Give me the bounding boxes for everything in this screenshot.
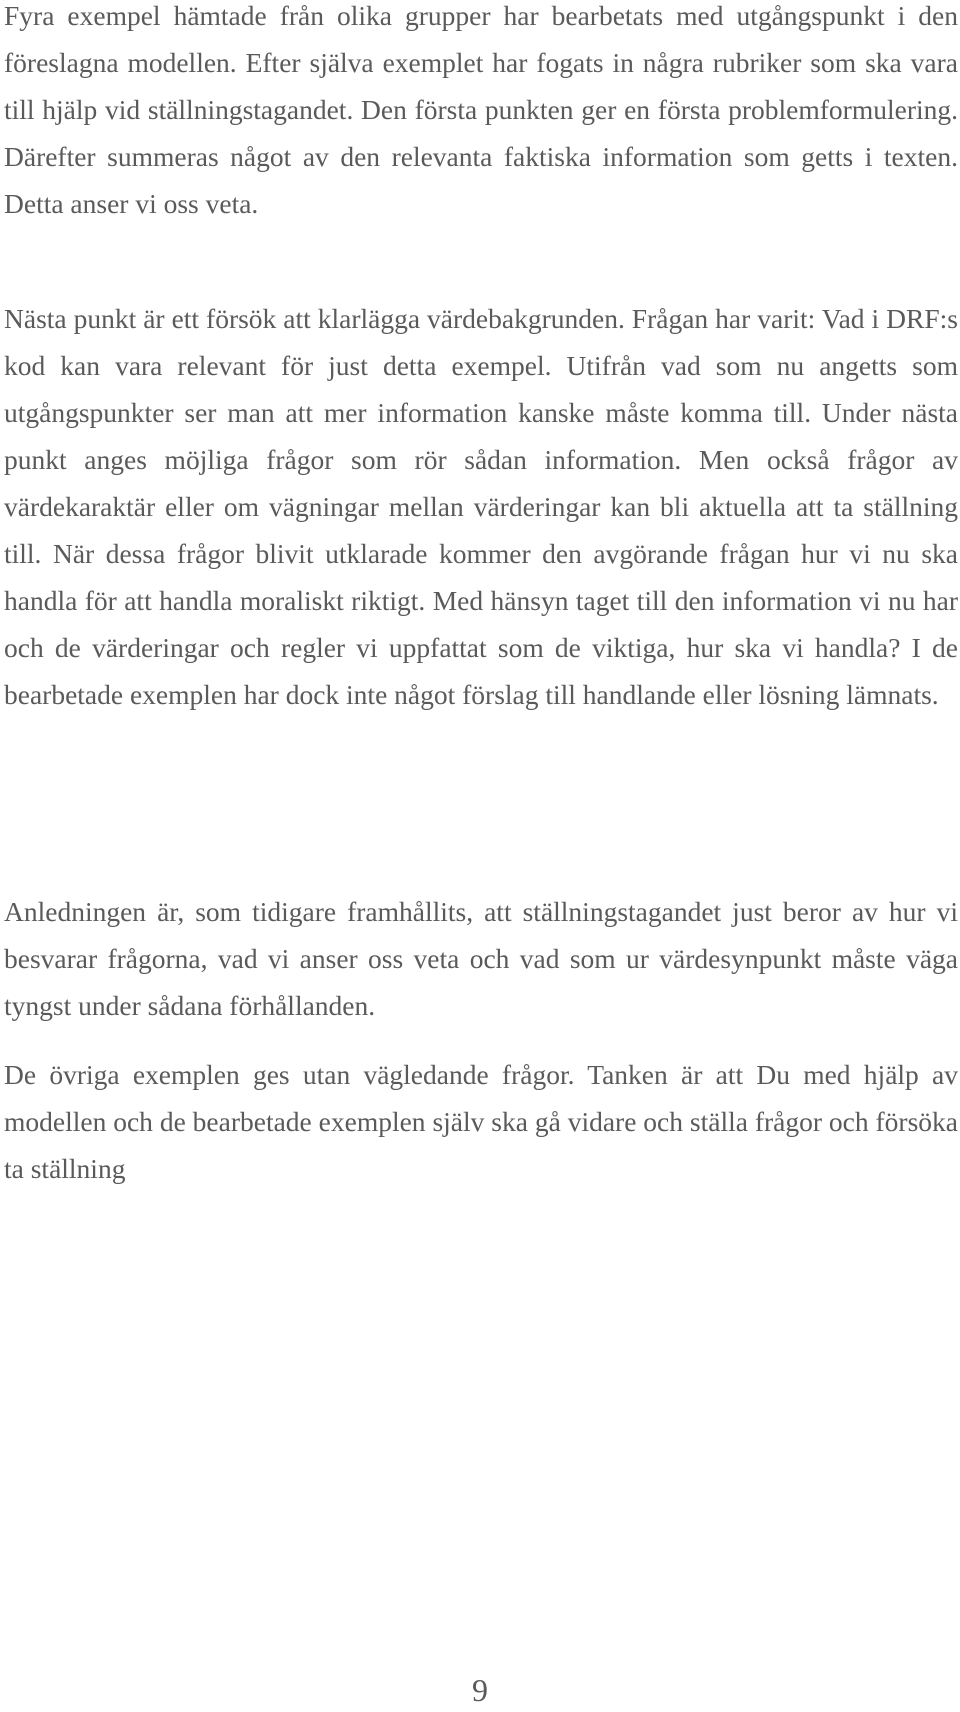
paragraph-reason: Anledningen är, som tidigare framhållits, att ställningstagandet just beror av hur vi besvarar frågorna, vad vi anser oss veta och vad som ur värdesynpunkt måste väga tyngst under sådana förhållanden. bbox=[4, 896, 958, 1021]
paragraph-other-examples: De övriga exemplen ges utan vägledande frågor. Tanken är att Du med hjälp av modellen och de bearbetade exemplen själv ska gå vidare och ställa frågor och försöka ta ställning bbox=[4, 1059, 958, 1184]
paragraph-intro: Fyra exempel hämtade från olika grupper har bearbetats med utgångspunkt i den föreslagna modellen. Efter själva exemplet har fogats in några rubriker som ska vara till hjälp vid ställningstagandet. Den första punkten ger en första problemformulering. Därefter summeras något av den relevanta faktiska information som getts i texten. Detta anser vi oss veta. bbox=[4, 0, 958, 219]
page-number: 9 bbox=[472, 1672, 488, 1708]
paragraph-value-background: Nästa punkt är ett försök att klarlägga värdebakgrunden. Frågan har varit: Vad i DRF:s kod kan vara relevant för just detta exempel. Utifrån vad som nu angetts som utgångspunkter ser man att mer information kanske måste komma till. Under nästa punkt anges möjliga frågor som rör sådan information. Men också frågor av värdekaraktär eller om vägningar mellan värderingar kan bli aktuella att ta ställning till. När dessa frågor blivit utklarade kommer den avgörande frågan hur vi nu ska handla för att handla moraliskt riktigt. Med hänsyn taget till den information vi nu har och de värderingar och regler vi uppfattat som de viktiga, hur ska vi handla? I de bearbetade exemplen har dock inte något förslag till handlande eller lösning lämnats. bbox=[4, 303, 958, 710]
